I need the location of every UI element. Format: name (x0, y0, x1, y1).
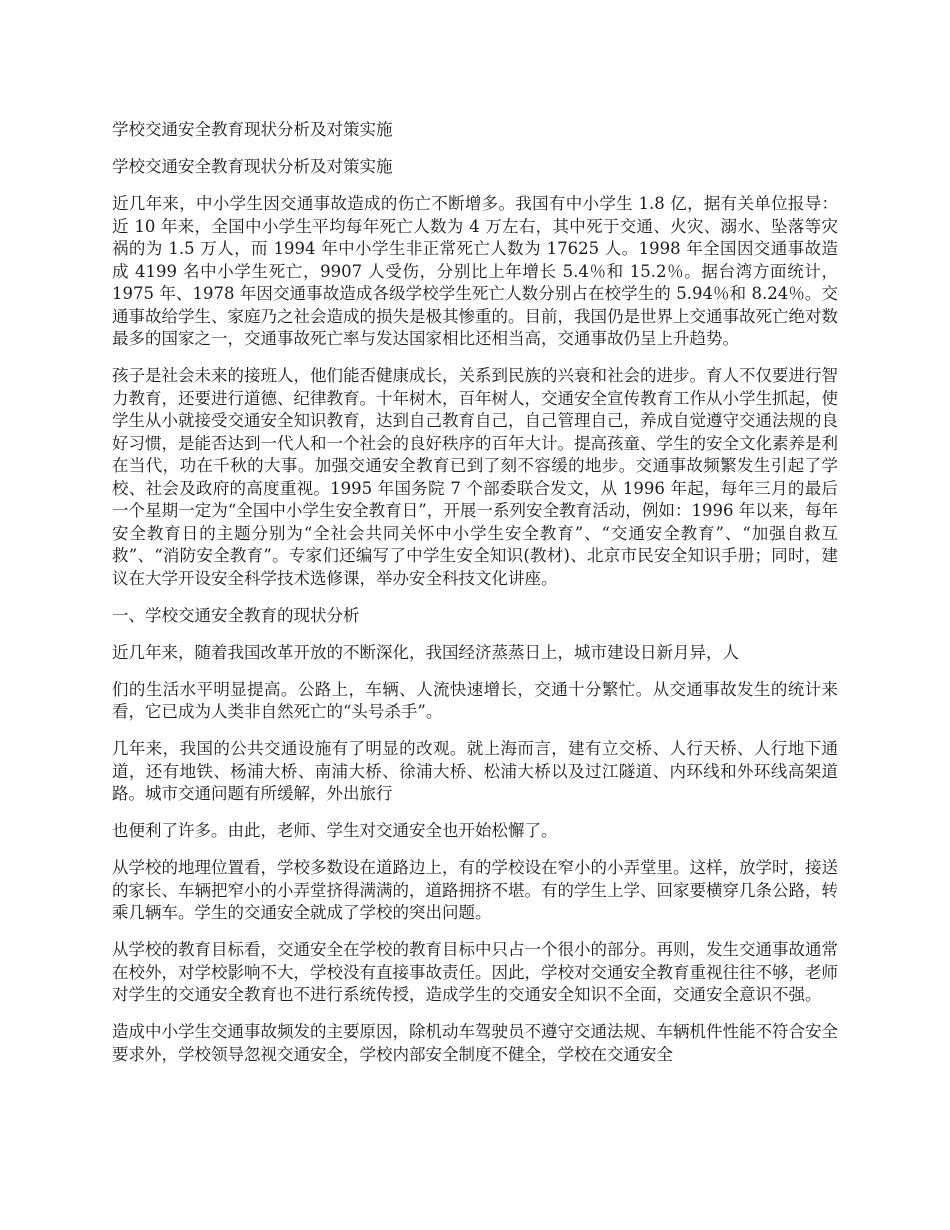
paragraph-public-transport: 几年来，我国的公共交通设施有了明显的改观。就上海而言，建有立交桥、人行天桥、人行地下通道，还有地铁、杨浦大桥、南浦大桥、徐浦大桥、松浦大桥以及过江隧道、内环线和外环线高架道路。城市交通问题有所缓解，外出旅行 (112, 739, 838, 803)
paragraph-convenience: 也便利了许多。由此，老师、学生对交通安全也开始松懈了。 (112, 821, 558, 840)
paragraph-living-standards: 们的生活水平明显提高。公路上，车辆、人流快速增长，交通十分繁忙。从交通事故发生的统计来看，它已成为人类非自然死亡的“头号杀手”。 (112, 679, 838, 721)
paragraph-education-goals: 从学校的教育目标看，交通安全在学校的教育目标中只占一个很小的部分。再则，发生交通事故通常在校外，对学校影响不大，学校没有直接事故责任。因此，学校对交通安全教育重视往往不够，老师对学生的交通安全教育也不进行系统传授，造成学生的交通安全知识不全面，交通安全意识不强。 (112, 940, 838, 1004)
document-title: 学校交通安全教育现状分析及对策实施 (112, 120, 393, 139)
paragraph-accident-causes: 造成中小学生交通事故频发的主要原因，除机动车驾驶员不遵守交通法规、车辆机件性能不符合安全要求外，学校领导忽视交通安全，学校内部安全制度不健全，学校在交通安全 (112, 1022, 838, 1064)
paragraph-reform-development: 近几年来，随着我国改革开放的不断深化，我国经济蒸蒸日上，城市建设日新月异，人 (112, 642, 739, 662)
document-page (112, 119, 838, 1081)
paragraph-school-location: 从学校的地理位置看，学校多数设在道路边上，有的学校设在窄小的小弄堂里。这样，放学时，接送的家长、车辆把窄小的小弄堂挤得满满的，道路拥挤不堪。有的学生上学、回家要横穿几条公路，转乘几辆车。学生的交通安全就成了学校的突出问题。 (112, 858, 838, 922)
document-subtitle: 学校交通安全教育现状分析及对策实施 (112, 157, 393, 176)
paragraph-casualty-statistics: 近几年来，中小学生因交通事故造成的伤亡不断增多。我国有中小学生 1.8 亿，据有关单位报导：近 10 年来，全国中小学生平均每年死亡人数为 4 万左右，其中死于交通、火灾、溺水、坠落等灾祸的为 1.5 万人，而 1994 年中小学生非正常死亡人数为 17625 人。1998 年全国因交通事故造成 4199 名中小学生死亡，9907 人受伤，分别比上年增长 5.4％和 15.2％。据台湾方面统计，1975 年、1978 年因交通事故造成各级学校学生死亡人数分别占在校学生的 5.94％和 8.24％。交通事故给学生、家庭乃之社会造成的损失是极其惨重的。目前，我国仍是世界上交通事故死亡绝对数最多的国家之一，交通事故死亡率与发达国家相比还相当高，交通事故仍呈上升趋势。 (112, 194, 838, 348)
section-heading: 一、学校交通安全教育的现状分析 (112, 605, 360, 625)
paragraph-education-importance: 孩子是社会未来的接班人，他们能否健康成长，关系到民族的兴衰和社会的进步。育人不仅要进行智力教育，还要进行道德、纪律教育。十年树木，百年树人，交通安全宣传教育工作从小学生抓起，使学生从小就接受交通安全知识教育，达到自己教育自己，自己管理自己，养成自觉遵守交通法规的良好习惯，是能否达到一代人和一个社会的良好秩序的百年大计。提高孩童、学生的安全文化素养是利在当代，功在千秋的大事。加强交通安全教育已到了刻不容缓的地步。交通事故频繁发生引起了学校、社会及政府的高度重视。1995 年国务院 7 个部委联合发文，从 1996 年起，每年三月的最后一个星期一定为“全国中小学生安全教育日”，开展一系列安全教育活动，例如：1996 年以来，每年安全教育日的主题分别为“全社会共同关怀中小学生安全教育”、“交通安全教育”、“加强自救互救”、“消防安全教育”。专家们还编写了中学生安全知识(教材)、北京市民安全知识手册；同时，建议在大学开设安全科学技术选修课，举办安全科技文化讲座。 (112, 366, 838, 588)
